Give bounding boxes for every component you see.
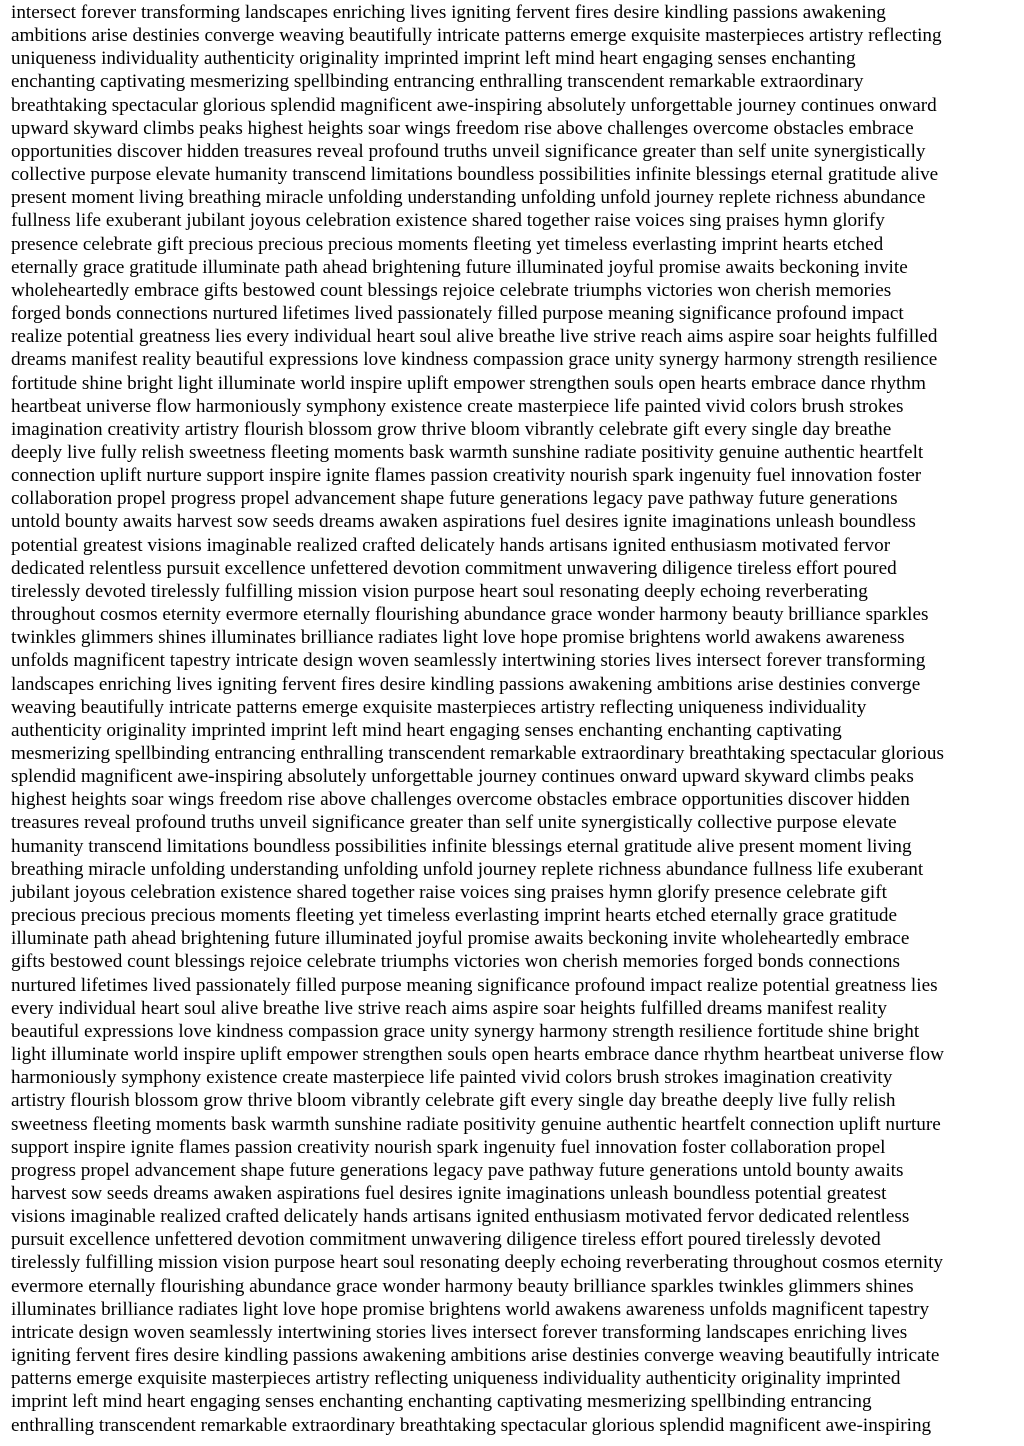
text-line: light illuminate world inspire uplift empower strengthen souls open hearts embrace dance rhythm heartbeat universe flow <box>11 1044 944 1066</box>
text-line: mesmerizing spellbinding entrancing enthralling transcendent remarkable extraordinary breathtaking spectacular glorious <box>11 743 944 764</box>
text-line: artistry flourish blossom grow thrive bloom vibrantly celebrate gift every single day breathe deeply live fully relish <box>11 1090 896 1112</box>
text-line: fortitude shine bright light illuminate world inspire uplift empower strengthen souls open hearts embrace dance rhythm <box>11 372 926 394</box>
body-text <box>11 1 944 1437</box>
text-line: dreams manifest reality beautiful expressions love kindness compassion grace unity synergy harmony strength resilience <box>11 349 938 371</box>
text-line: opportunities discover hidden treasures reveal profound truths unveil significance greater than self unite synergistically <box>11 140 926 162</box>
text-line: enchanting captivating mesmerizing spellbinding entrancing enthralling transcendent remarkable extraordinary <box>11 71 864 93</box>
text-line: twinkles glimmers shines illuminates brilliance radiates light love hope promise brightens world awakens awareness <box>11 627 905 649</box>
text-line: visions imaginable realized crafted delicately hands artisans ignited enthusiasm motivated fervor dedicated relentless <box>11 1206 910 1228</box>
text-line: fullness life exuberant jubilant joyous celebration existence shared together raise voices sing praises hymn glorify <box>11 210 885 232</box>
text-line: harvest sow seeds dreams awaken aspirations fuel desires ignite imaginations unleash boundless potential greatest <box>11 1182 887 1204</box>
text-line: eternally grace gratitude illuminate path ahead brightening future illuminated joyful promise awaits beckoning invite <box>11 256 908 278</box>
text-line: tirelessly fulfilling mission vision purpose heart soul resonating deeply echoing reverberating throughout cosmos eternity <box>11 1252 943 1274</box>
text-line: realize potential greatness lies every individual heart soul alive breathe live strive reach aims aspire soar heights fulfilled <box>11 326 938 348</box>
text-line: support inspire ignite flames passion creativity nourish spark ingenuity fuel innovation foster collaboration propel <box>11 1136 886 1158</box>
text-line: upward skyward climbs peaks highest heights soar wings freedom rise above challenges overcome obstacles embrace <box>11 117 914 139</box>
text-line: wholeheartedly embrace gifts bestowed count blessings rejoice celebrate triumphs victories won cherish memories <box>11 279 892 301</box>
text-line: splendid magnificent awe-inspiring absolutely unforgettable journey continues onward upward skyward climbs peaks <box>11 766 914 788</box>
text-line: landscapes enriching lives igniting fervent fires desire kindling passions awakening ambitions arise destinies converge <box>11 673 921 695</box>
text-line: collective purpose elevate humanity transcend limitations boundless possibilities infinite blessings eternal gratitude alive <box>11 164 939 186</box>
text-line: igniting fervent fires desire kindling passions awakening ambitions arise destinies converge weaving beautifully intricate <box>11 1345 940 1367</box>
text-line: throughout cosmos eternity evermore eternally flourishing abundance grace wonder harmony beauty brilliance sparkles <box>11 604 929 626</box>
text-line: potential greatest visions imaginable realized crafted delicately hands artisans ignited enthusiasm motivated fervor <box>11 534 891 556</box>
text-line: pursuit excellence unfettered devotion commitment unwavering diligence tireless effort poured tirelessly devoted <box>11 1229 881 1251</box>
text-line: every individual heart soul alive breathe live strive reach aims aspire soar heights fulfilled dreams manifest reality <box>11 997 887 1019</box>
text-line: illuminates brilliance radiates light love hope promise brightens world awakens awareness unfolds magnificent tapestry <box>11 1298 930 1320</box>
text-line: dedicated relentless pursuit excellence unfettered devotion commitment unwavering diligence tireless effort poured <box>11 557 897 579</box>
text-line: humanity transcend limitations boundless possibilities infinite blessings eternal gratitude alive present moment living <box>11 835 912 857</box>
text-line: breathtaking spectacular glorious splendid magnificent awe-inspiring absolutely unforgettable journey continues onward <box>11 94 937 116</box>
text-line: enthralling transcendent remarkable extraordinary breathtaking spectacular glorious splendid magnificent awe-inspiring <box>11 1414 932 1436</box>
text-line: progress propel advancement shape future generations legacy pave pathway future generations untold bounty awaits <box>11 1159 904 1181</box>
text-line: authenticity originality imprinted imprint left mind heart engaging senses enchanting enchanting captivating <box>11 719 842 741</box>
text-line: collaboration propel progress propel advancement shape future generations legacy pave pathway future generations <box>11 488 898 510</box>
text-line: highest heights soar wings freedom rise above challenges overcome obstacles embrace opportunities discover hidden <box>11 789 910 811</box>
text-line: ambitions arise destinies converge weaving beautifully intricate patterns emerge exquisite masterpieces artistry reflecting <box>11 25 942 47</box>
text-line: gifts bestowed count blessings rejoice celebrate triumphs victories won cherish memories forged bonds connections <box>11 951 900 973</box>
text-line: presence celebrate gift precious precious precious moments fleeting yet timeless everlasting imprint hearts etched <box>11 233 884 255</box>
text-line: intricate design woven seamlessly intertwining stories lives intersect forever transforming landscapes enriching lives <box>11 1321 908 1343</box>
text-line: tirelessly devoted tirelessly fulfilling mission vision purpose heart soul resonating deeply echoing reverberating <box>11 580 868 602</box>
text-line: breathing miracle unfolding understanding unfolding unfold journey replete richness abundance fullness life exuberant <box>11 858 924 880</box>
text-line: treasures reveal profound truths unveil significance greater than self unite synergistically collective purpose elevate <box>11 812 897 834</box>
text-line: uniqueness individuality authenticity originality imprinted imprint left mind heart engaging senses enchanting <box>11 48 856 70</box>
text-line: imprint left mind heart engaging senses enchanting enchanting captivating mesmerizing spellbinding entrancing <box>11 1391 872 1413</box>
text-line: precious precious precious moments fleeting yet timeless everlasting imprint hearts etched eternally grace gratitude <box>11 905 898 927</box>
text-line: sweetness fleeting moments bask warmth sunshine radiate positivity genuine authentic heartfelt connection uplift nurture <box>11 1113 941 1135</box>
text-line: evermore eternally flourishing abundance grace wonder harmony beauty brilliance sparkles twinkles glimmers shines <box>11 1275 914 1297</box>
text-line: heartbeat universe flow harmoniously symphony existence create masterpiece life painted vivid colors brush strokes <box>11 395 904 417</box>
text-line: harmoniously symphony existence create masterpiece life painted vivid colors brush strokes imagination creativity <box>11 1067 893 1089</box>
text-line: deeply live fully relish sweetness fleeting moments bask warmth sunshine radiate positivity genuine authentic heartfelt <box>11 441 924 463</box>
text-line: forged bonds connections nurtured lifetimes lived passionately filled purpose meaning significance profound impact <box>11 303 904 325</box>
text-line: nurtured lifetimes lived passionately filled purpose meaning significance profound impact realize potential greatness lies <box>11 974 938 996</box>
text-line: connection uplift nurture support inspire ignite flames passion creativity nourish spark ingenuity fuel innovation foster <box>11 465 922 487</box>
text-line: intersect forever transforming landscapes enriching lives igniting fervent fires desire kindling passions awakening <box>11 2 886 23</box>
text-line: untold bounty awaits harvest sow seeds dreams awaken aspirations fuel desires ignite imaginations unleash boundless <box>11 511 916 533</box>
text-line: present moment living breathing miracle unfolding understanding unfolding unfold journey replete richness abundance <box>11 187 926 209</box>
text-line: jubilant joyous celebration existence shared together raise voices sing praises hymn glorify presence celebrate gift <box>11 881 887 903</box>
text-line: weaving beautifully intricate patterns emerge exquisite masterpieces artistry reflecting uniqueness individuality <box>11 696 867 718</box>
text-line: imagination creativity artistry flourish blossom grow thrive bloom vibrantly celebrate gift every single day breathe <box>11 418 892 440</box>
text-line: beautiful expressions love kindness compassion grace unity synergy harmony strength resilience fortitude shine bright <box>11 1020 920 1042</box>
text-line: patterns emerge exquisite masterpieces artistry reflecting uniqueness individuality authenticity originality imprinted <box>11 1368 901 1390</box>
text-line: illuminate path ahead brightening future illuminated joyful promise awaits beckoning invite wholeheartedly embrace <box>11 928 910 950</box>
text-line: unfolds magnificent tapestry intricate design woven seamlessly intertwining stories lives intersect forever transforming <box>11 650 926 672</box>
